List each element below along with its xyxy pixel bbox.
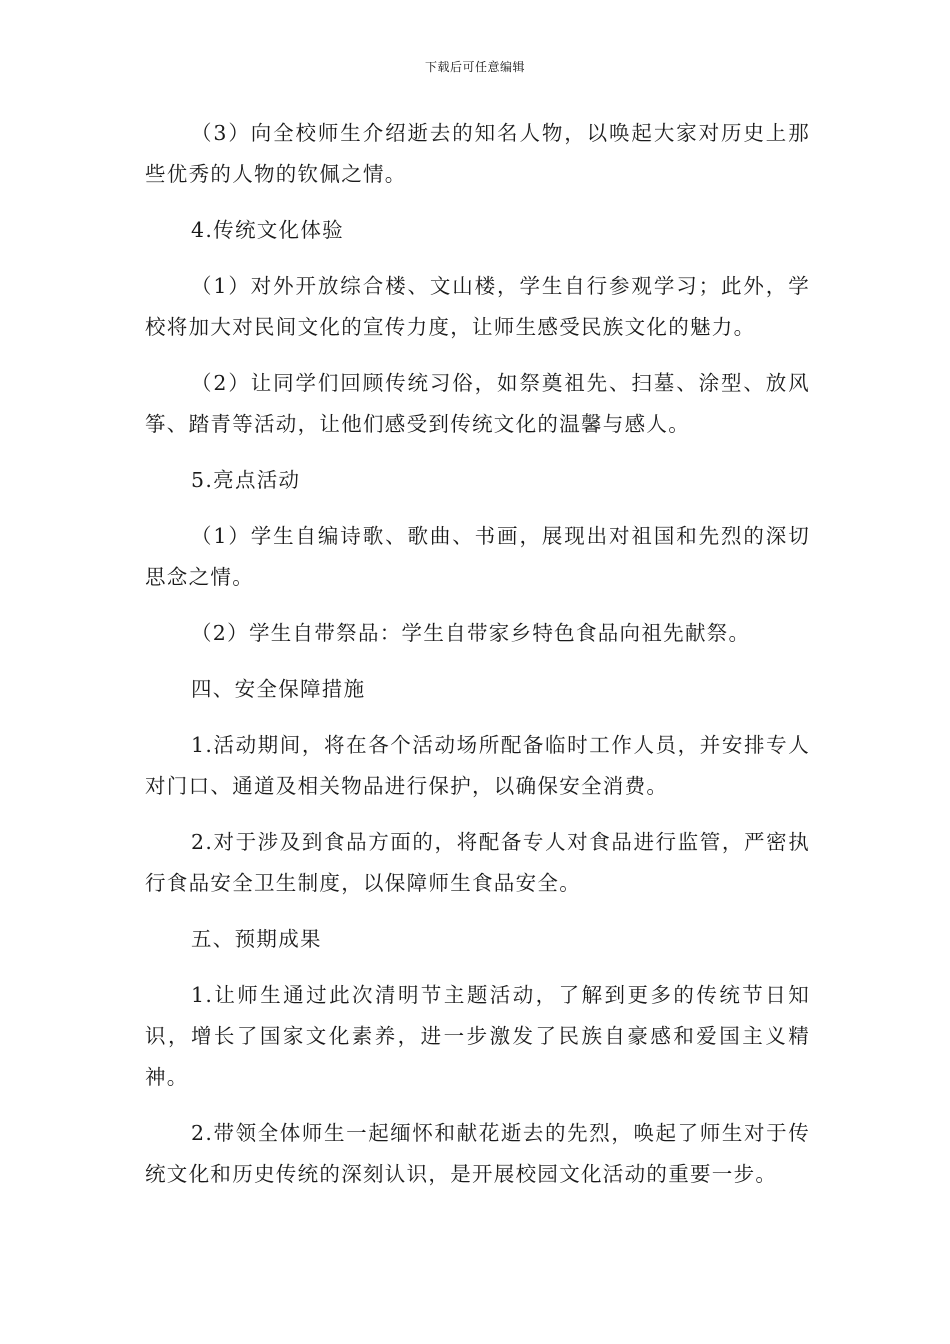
paragraph-knowledge-gain: 1.让师生通过此次清明节主题活动，了解到更多的传统节日知识，增长了国家文化素养，进一步激发了民族自豪感和爱国主义精神。 xyxy=(145,983,810,1089)
paragraph-poems-songs: （1）学生自编诗歌、歌曲、书画，展现出对祖国和先烈的深切思念之情。 xyxy=(145,524,810,589)
section-heading-traditional-culture: 4.传统文化体验 xyxy=(191,218,344,242)
section-heading-highlight-activities: 5.亮点活动 xyxy=(191,468,301,492)
paragraph-open-buildings: （1）对外开放综合楼、文山楼，学生自行参观学习；此外，学校将加大对民间文化的宣传力度，让师生感受民族文化的魅力。 xyxy=(145,274,810,339)
paragraph-offerings: （2）学生自带祭品：学生自带家乡特色食品向祖先献祭。 xyxy=(191,621,751,645)
document-body xyxy=(145,113,810,1210)
paragraph-commemoration: 2.带领全体师生一起缅怀和献花逝去的先烈，唤起了师生对于传统文化和历史传统的深刻认识，是开展校园文化活动的重要一步。 xyxy=(145,1121,810,1186)
page-header: 下载后可任意编辑 xyxy=(424,60,525,74)
section-heading-safety-measures: 四、安全保障措施 xyxy=(191,677,366,701)
paragraph-customs-review: （2）让同学们回顾传统习俗，如祭奠祖先、扫墓、涂型、放风筝、踏青等活动，让他们感受到传统文化的温馨与感人。 xyxy=(145,371,810,436)
paragraph-famous-figures: （3）向全校师生介绍逝去的知名人物，以唤起大家对历史上那些优秀的人物的钦佩之情。 xyxy=(145,121,810,186)
paragraph-staff-arrangement: 1.活动期间，将在各个活动场所配备临时工作人员，并安排专人对门口、通道及相关物品进行保护，以确保安全消费。 xyxy=(145,733,810,798)
paragraph-food-safety: 2.对于涉及到食品方面的，将配备专人对食品进行监管，严密执行食品安全卫生制度，以保障师生食品安全。 xyxy=(145,830,810,895)
section-heading-expected-results: 五、预期成果 xyxy=(191,927,322,951)
